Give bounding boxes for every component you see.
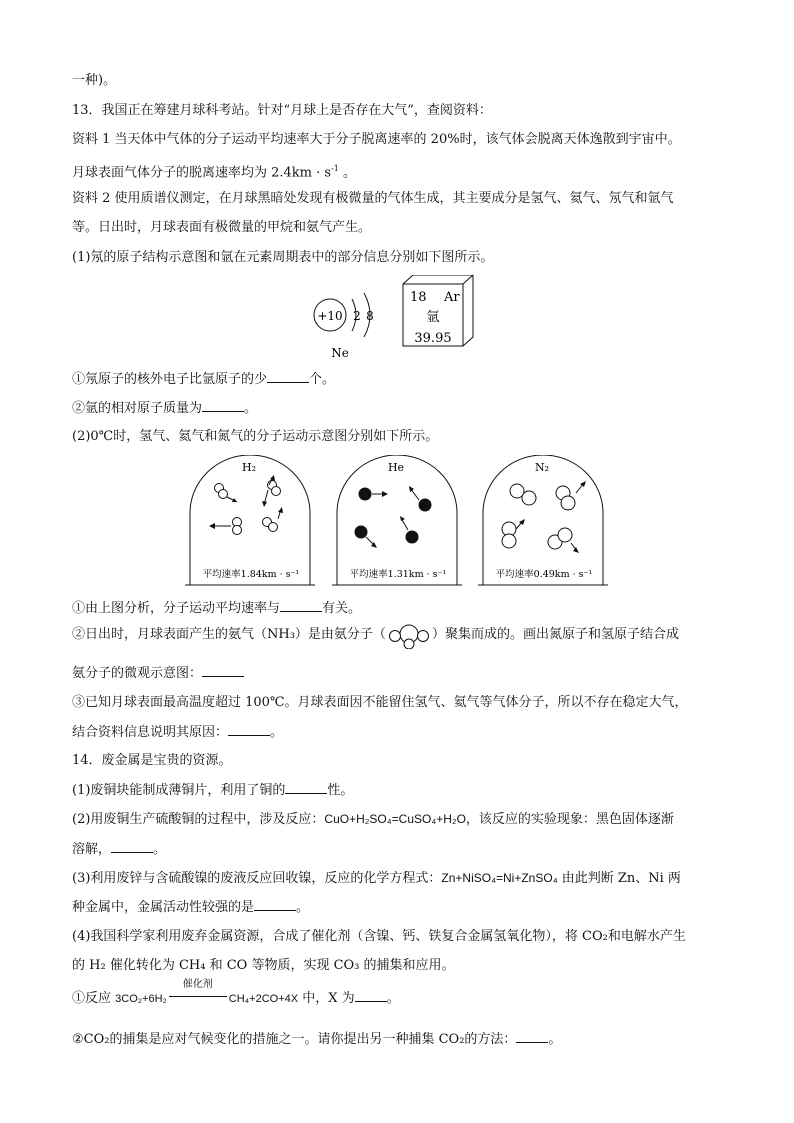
- ar-card-top-edge: [403, 275, 473, 284]
- material-1-cont: 月球表面气体分子的脱离速率均为 $2.4km \cdot s^{-1}$ 。: [72, 164, 357, 181]
- n2-label: N₂: [534, 461, 550, 474]
- subquestion-2-1: ①由上图分析，分子运动平均速率与 有关。: [72, 601, 362, 616]
- q14-subquestion-4-cont: 的 H₂ 催化转化为 CH₄ 和 CO 等物质，实现 CO₃ 的捕集和应用。: [72, 958, 455, 973]
- n2-speed: 平均速率0.49km · s⁻¹: [495, 569, 593, 580]
- answer-blank[interactable]: [280, 599, 322, 612]
- molecule-motion-figure: [185, 455, 610, 590]
- answer-blank[interactable]: [285, 781, 327, 794]
- he-label: He: [387, 461, 405, 474]
- ar-atomic-mass: 39.95: [414, 331, 452, 346]
- jar-h2: [185, 455, 315, 585]
- catalyst-arrow: [167, 979, 229, 1002]
- material-1: 资料 1 当天体中气体的分子运动平均速率大于分子脱离速率的 20%时，该气体会脱离天体逸散到宇宙中。: [72, 132, 681, 147]
- jar-n2: [478, 455, 608, 585]
- text-line: 一种)。: [72, 73, 117, 88]
- q14-subquestion-2: (2)用废铜生产硫酸铜的过程中，涉及反应：CuO+H₂SO₄=CuSO₄+H₂O，该反应的实验现象：黑色固体逐渐: [72, 812, 674, 827]
- subquestion-2-2-cont: 氨分子的微观示意图：: [72, 664, 244, 683]
- zn-equation: Zn+NiSO₄=Ni+ZnSO₄: [441, 871, 558, 885]
- q14-subquestion-4-1: ①反应 3CO₂+6H₂ 催化剂 CH₄+2CO+4X 中，X 为 。: [72, 988, 400, 1008]
- question-14-title: 14．废金属是宝贵的资源。: [72, 753, 232, 768]
- he-speed: 平均速率1.31km · s⁻¹: [349, 569, 447, 580]
- co2-reaction-rhs: CH₄+2CO+4X: [228, 993, 299, 1005]
- cuo-equation: CuO+H₂SO₄=CuSO₄+H₂O: [324, 812, 466, 826]
- material-2: 资料 2 使用质谱仪测定，在月球黑暗处发现有极微量的气体生成，其主要成分是氢气、氦气、氖气和氩气: [72, 191, 674, 206]
- ar-card-side-edge: [463, 275, 473, 346]
- answer-blank[interactable]: [516, 1030, 548, 1043]
- answer-blank[interactable]: [355, 989, 387, 1002]
- ar-atomic-number: 18: [410, 290, 427, 305]
- material-2-cont: 等。日出时，月球表面有极微量的甲烷和氨气产生。: [72, 220, 372, 235]
- h2-label: H₂: [241, 461, 257, 474]
- subquestion-1-2: ②氩的相对原子质量为 。: [72, 401, 258, 416]
- ne-shell-2-count: 8: [366, 309, 374, 323]
- subquestion-2: (2)0℃时，氢气、氦气和氮气的分子运动示意图分别如下所示。: [72, 429, 439, 444]
- ne-nucleus-charge: +10: [317, 309, 343, 323]
- subquestion-2-3: ③已知月球表面最高温度超过 100℃。月球表面因不能留住氢气、氦气等气体分子，所以不存在稳定大气，: [72, 695, 688, 710]
- subquestion-2-3-cont: 结合资料信息说明其原因： 。: [72, 725, 284, 740]
- ne-symbol: Ne: [331, 346, 349, 360]
- subquestion-1: (1)氖的原子结构示意图和氩在元素周期表中的部分信息分别如下图所示。: [72, 250, 494, 265]
- ammonia-molecule-icon: [386, 619, 432, 649]
- q14-subquestion-1: (1)废铜块能制成薄铜片，利用了铜的 性。: [72, 783, 354, 798]
- catalyst-label: 催化剂: [182, 979, 213, 990]
- answer-blank[interactable]: [111, 840, 153, 853]
- answer-blank[interactable]: [202, 664, 244, 677]
- q14-subquestion-4-2: ②CO₂的捕集是应对气候变化的措施之一。请你提出另一种捕集 CO₂的方法： 。: [72, 1032, 562, 1047]
- jar-he: [332, 455, 462, 585]
- h2-speed: 平均速率1.84km · s⁻¹: [202, 569, 300, 580]
- ar-symbol: Ar: [444, 290, 460, 305]
- q14-subquestion-3: (3)利用废锌与含硫酸镍的废液反应回收镍，反应的化学方程式：Zn+NiSO₄=Ni+ZnSO₄ 由此判断 Zn、Ni 两: [72, 871, 681, 886]
- q14-subquestion-4: (4)我国科学家利用废弃金属资源，合成了催化剂（含镍、钙、铁复合金属氢氧化物），将 CO₂和电解水产生: [72, 929, 686, 944]
- q14-subquestion-2-cont: 溶解， 。: [72, 842, 167, 857]
- answer-blank[interactable]: [267, 370, 309, 383]
- answer-blank[interactable]: [228, 723, 270, 736]
- q14-subquestion-3-cont: 种金属中，金属活动性较强的是 。: [72, 900, 310, 915]
- ar-name: 氩: [426, 310, 440, 325]
- subquestion-2-2: ②日出时，月球表面产生的氨气（NH₃）是由氨分子（ ）聚集而成的。画出氮原子和氢原子结合成: [72, 626, 679, 644]
- ne-ar-figure: [300, 275, 480, 365]
- ne-shell-1-count: 2: [353, 309, 361, 323]
- co2-reaction-lhs: 3CO₂+6H₂: [115, 993, 167, 1005]
- answer-blank[interactable]: [202, 399, 244, 412]
- question-13-title: 13．我国正在筹建月球科考站。针对“月球上是否存在大气”，查阅资料：: [72, 103, 492, 118]
- answer-blank[interactable]: [254, 898, 296, 911]
- subquestion-1-1: ①氖原子的核外电子比氩原子的少 个。: [72, 372, 336, 387]
